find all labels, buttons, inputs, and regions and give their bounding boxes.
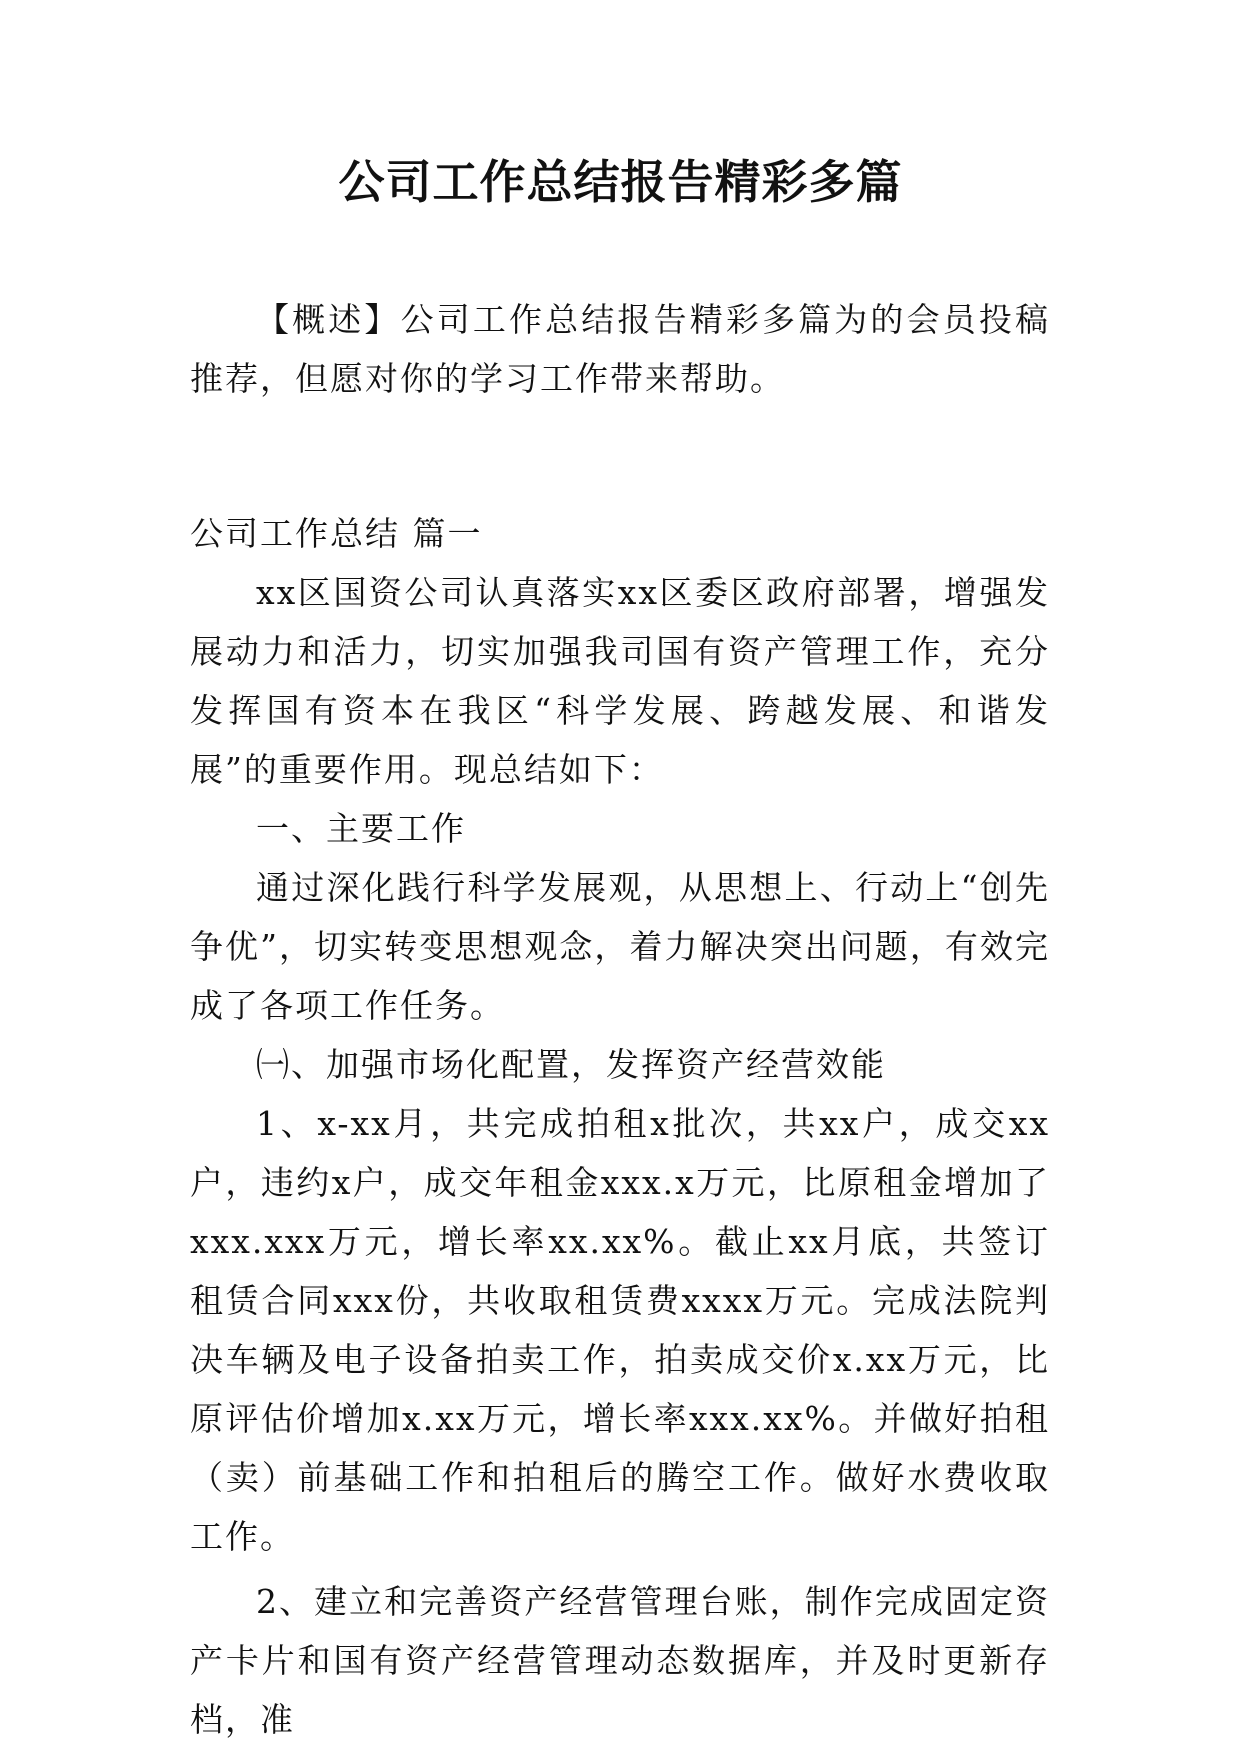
body-paragraph: 1、x-xx月，共完成拍租x批次，共xx户，成交xx户，违约x户，成交年租金xxx.x万元，比原租金增加了xxx.xxx万元，增长率xx.xx%。截止xx月底，共签订租赁合同xxx份，共收取租赁费xxxx万元。完成法院判决车辆及电子设备拍卖工作，拍卖成交价x.xx万元，比原评估价增加x.xx万元，增长率xxx.xx%。并做好拍租（卖）前基础工作和拍租后的腾空工作。做好水费收取工作。: [190, 1104, 1050, 1556]
subheading-market-allocation: ㈠、加强市场化配置，发挥资产经营效能: [256, 1045, 886, 1084]
subheading-main-work: 一、主要工作: [256, 809, 466, 848]
summary-paragraph: 【概述】公司工作总结报告精彩多篇为的会员投稿推荐，但愿对你的学习工作带来帮助。: [190, 300, 1050, 398]
body-paragraph: 2、建立和完善资产经营管理台账，制作完成固定资产卡片和国有资产经营管理动态数据库，并及时更新存档，准: [190, 1582, 1050, 1739]
body-paragraph: 通过深化践行科学发展观，从思想上、行动上“创先争优”，切实转变思想观念，着力解决突出问题，有效完成了各项工作任务。: [190, 868, 1050, 1025]
document-body: [190, 290, 1050, 1749]
body-paragraph: xx区国资公司认真落实xx区委区政府部署，增强发展动力和活力，切实加强我司国有资产管理工作，充分发挥国有资本在我区“科学发展、跨越发展、和谐发展”的重要作用。现总结如下：: [190, 573, 1050, 789]
spacer: [190, 408, 1050, 504]
document-title: 公司工作总结报告精彩多篇: [338, 155, 903, 209]
section-heading: 公司工作总结 篇一: [190, 514, 483, 553]
